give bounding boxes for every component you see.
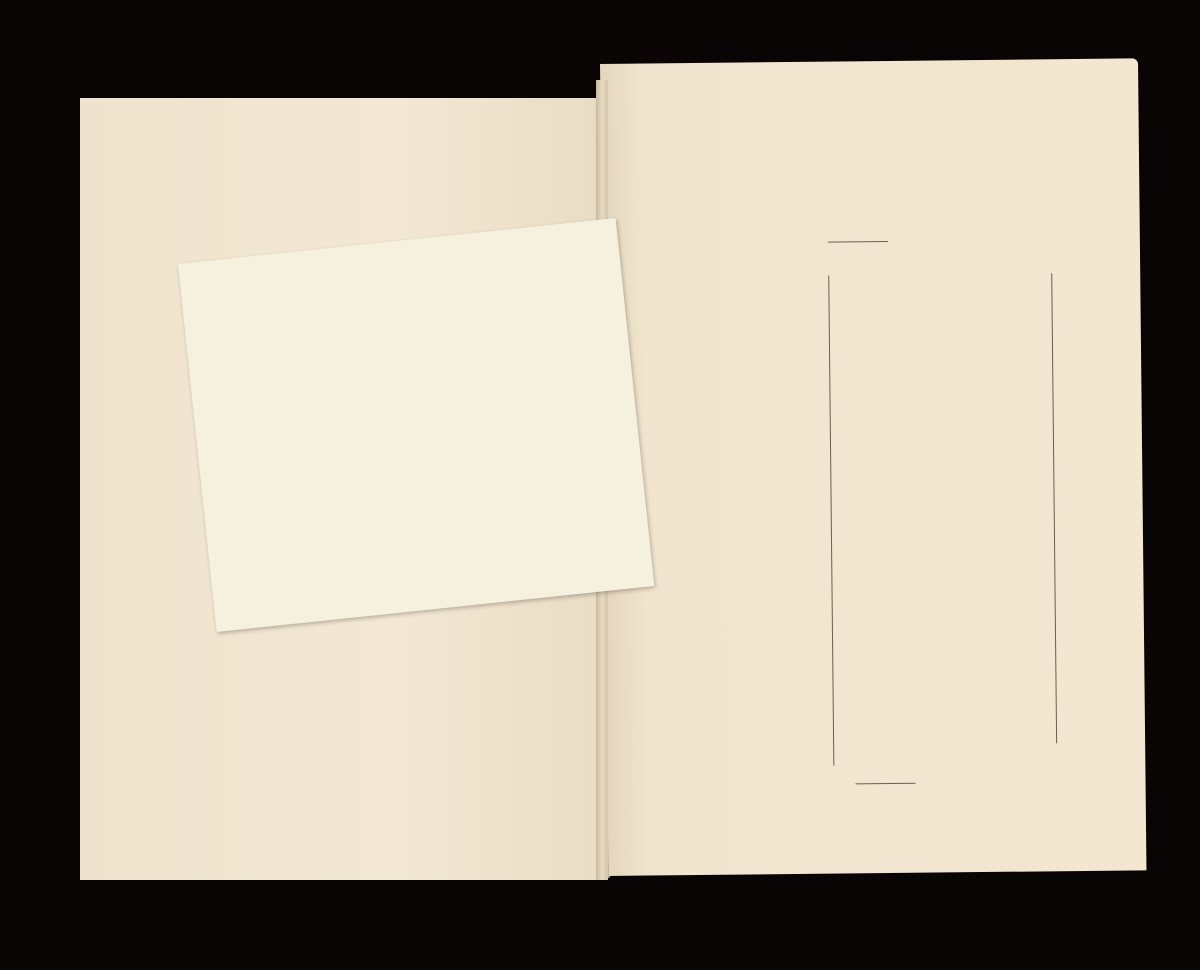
correction-intro	[272, 321, 608, 356]
register-title	[601, 150, 1139, 156]
divider-bottom	[856, 783, 916, 785]
register-column-right	[874, 273, 1092, 275]
register-column-left	[650, 275, 868, 277]
column-rule	[1051, 273, 1057, 743]
correction-title	[186, 290, 624, 336]
divider	[828, 241, 888, 243]
correction-slip	[178, 218, 654, 632]
right-page	[600, 58, 1146, 876]
register-note	[677, 181, 1071, 185]
column-rule	[828, 276, 834, 766]
